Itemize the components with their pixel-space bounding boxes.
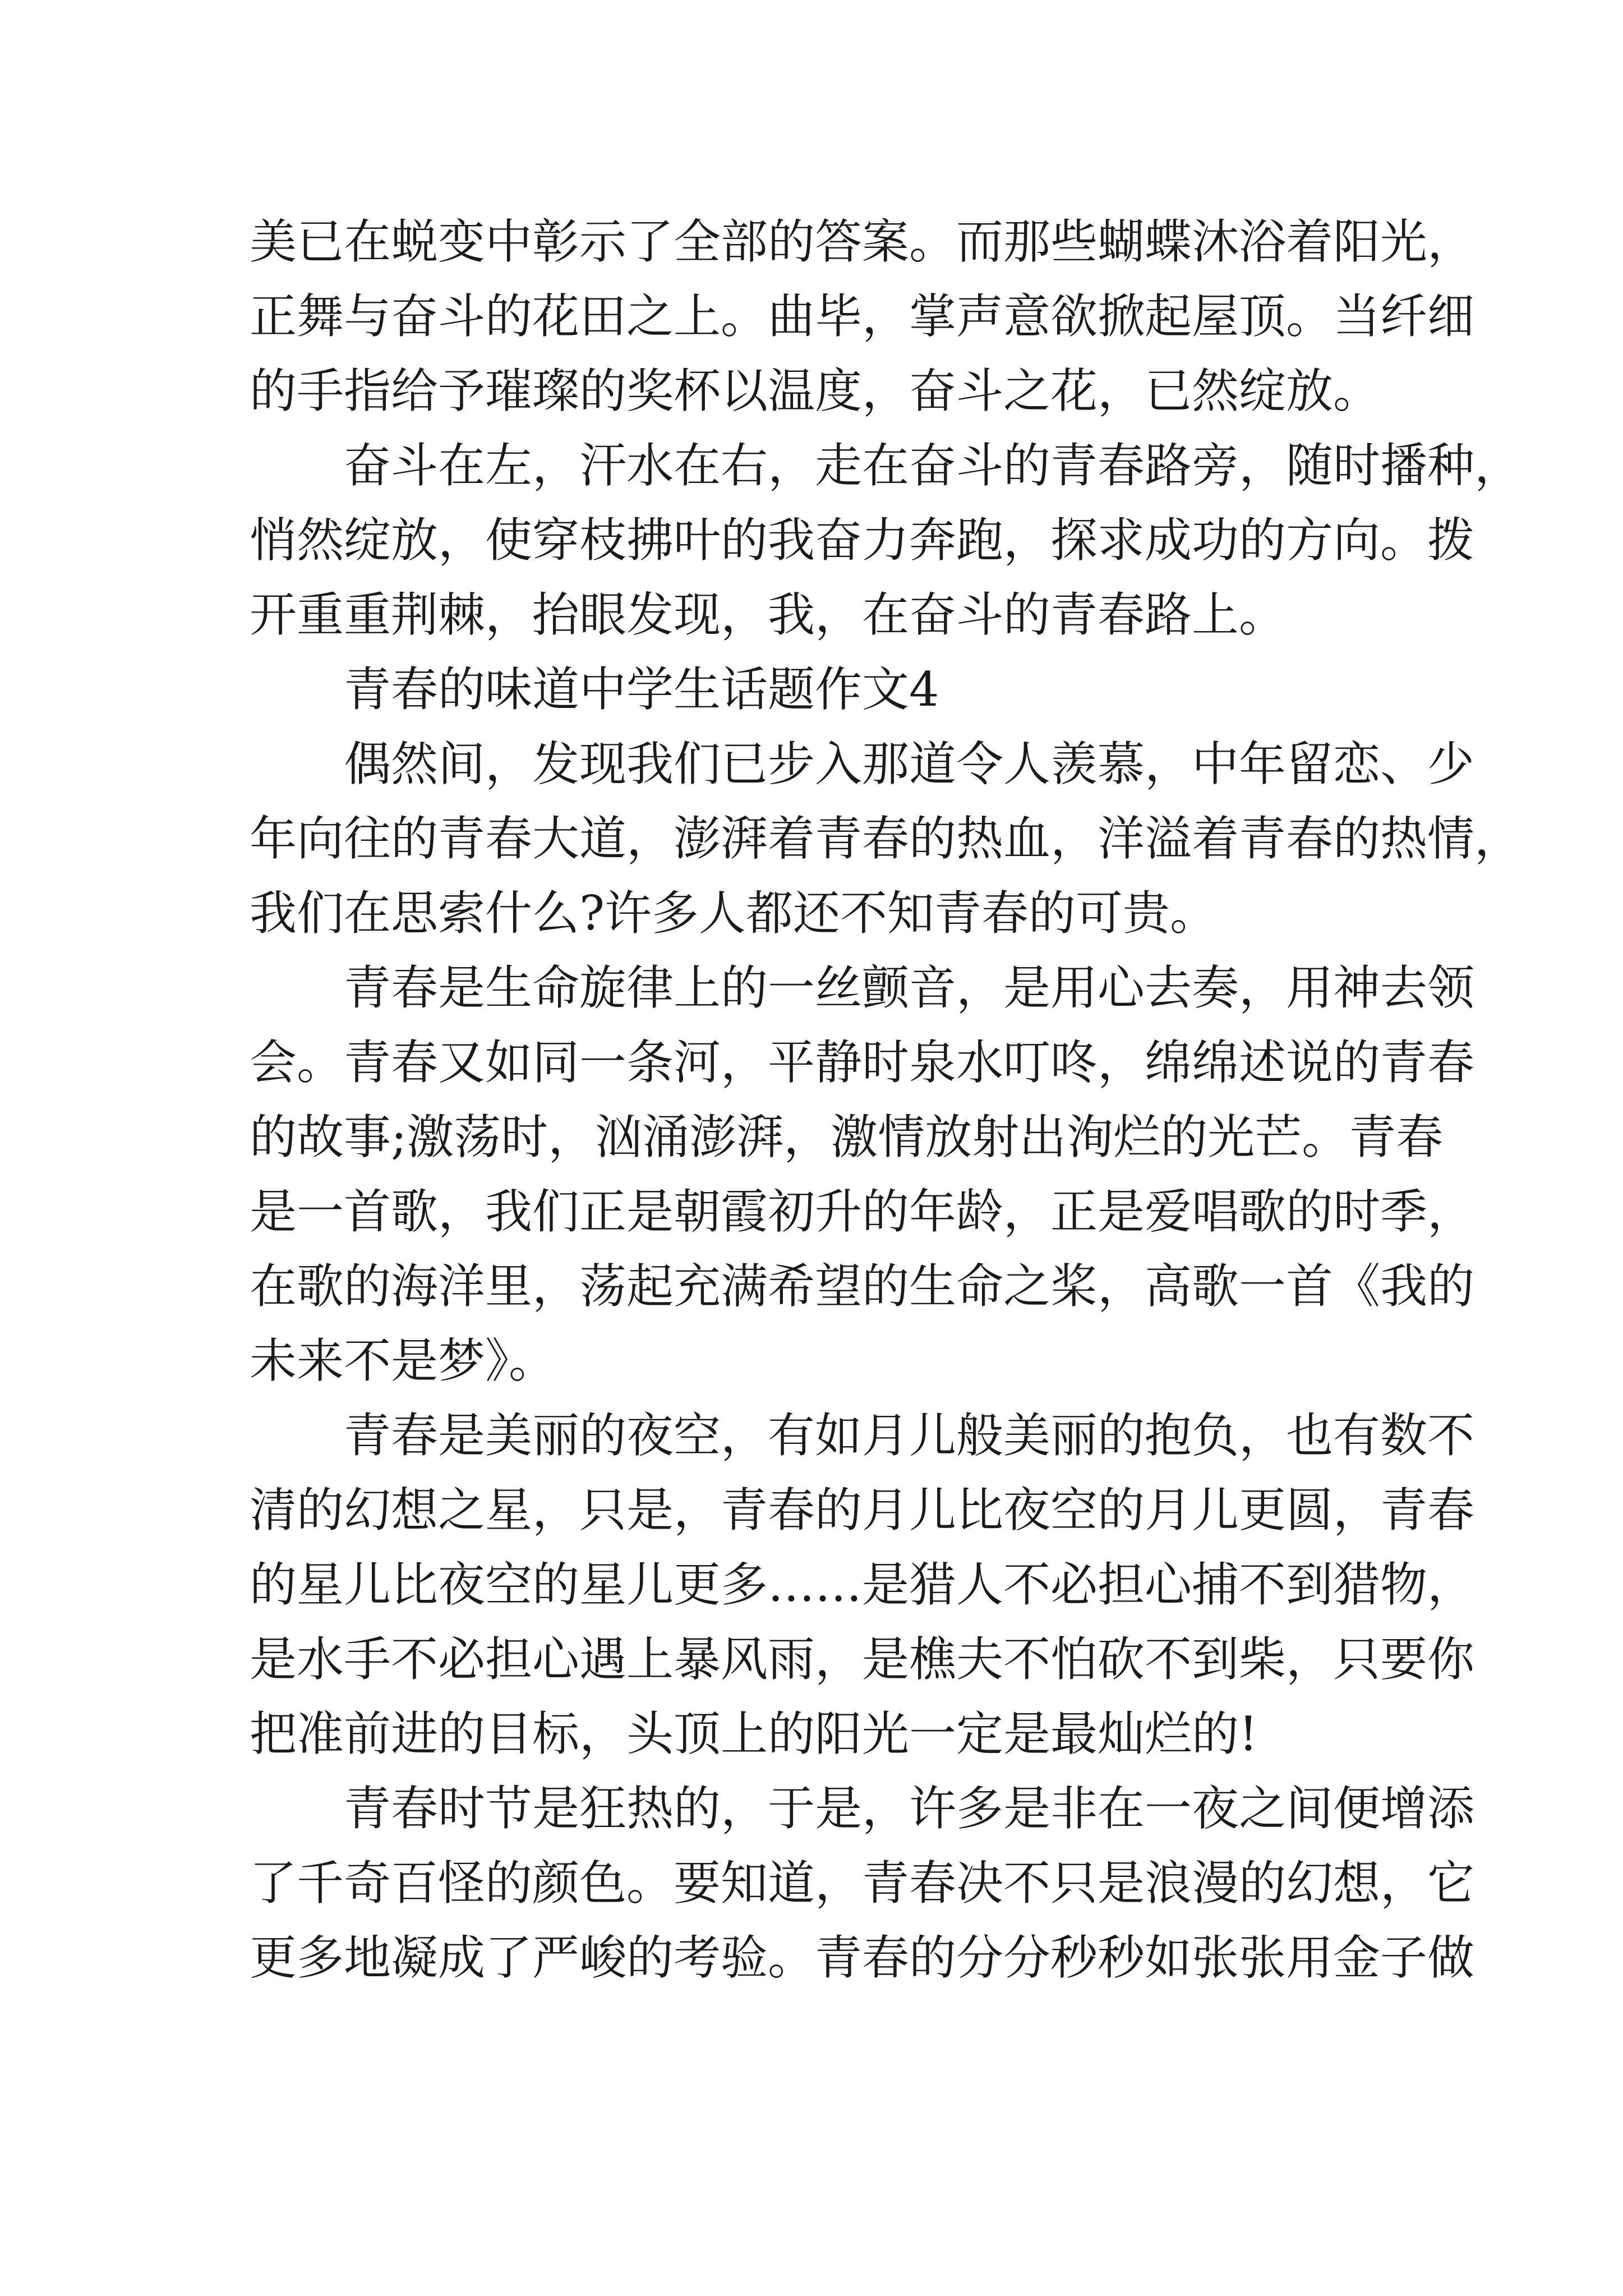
paragraph-4 (250, 951, 1475, 1398)
text-line: 在歌的海洋里，荡起充满希望的生命之桨，高歌一首《我的 (250, 1259, 1475, 1314)
text-line: 是水手不必担心遇上暴风雨，是樵夫不怕砍不到柴，只要你 (250, 1632, 1475, 1687)
paragraph-3 (250, 727, 1522, 951)
document-body (250, 205, 1522, 1995)
text-line: 会。青春又如同一条河，平静时泉水叮咚，绵绵述说的青春 (250, 1035, 1475, 1090)
paragraph-2 (250, 429, 1522, 652)
text-line: 青春是美丽的夜空，有如月儿般美丽的抱负，也有数不 (344, 1408, 1475, 1463)
text-line: 未来不是梦》。 (250, 1333, 556, 1388)
text-line: 奋斗在左，汗水在右，走在奋斗的青春路旁，随时播种， (344, 438, 1522, 493)
text-line: 的故事;激荡时，汹涌澎湃，激情放射出洵烂的光芒。青春 (250, 1110, 1444, 1165)
text-line: 开重重荆棘，抬眼发现，我，在奋斗的青春路上。 (250, 587, 1287, 642)
section-heading (250, 652, 1382, 727)
text-line: 我们在思索什么?许多人都还不知青春的可贵。 (250, 886, 1218, 941)
text-line: 清的幻想之星，只是，青春的月儿比夜空的月儿更圆，青春 (250, 1483, 1475, 1538)
text-line: 年向往的青春大道，澎湃着青春的热血，洋溢着青春的热情， (250, 811, 1522, 866)
paragraph-6 (250, 1772, 1475, 1995)
heading-text: 青春的味道中学生话题作文4 (344, 662, 939, 717)
text-line: 悄然绽放，使穿枝拂叶的我奋力奔跑，探求成功的方向。拨 (250, 513, 1475, 568)
text-line: 正舞与奋斗的花田之上。曲毕，掌声意欲掀起屋顶。当纤细 (250, 289, 1475, 344)
text-line: 把准前进的目标，头顶上的阳光一定是最灿烂的! (250, 1706, 1258, 1761)
paragraph-1 (250, 205, 1475, 429)
paragraph-5 (250, 1398, 1475, 1772)
text-line: 青春是生命旋律上的一丝颤音，是用心去奏，用神去领 (344, 960, 1475, 1015)
text-line: 美已在蜕变中彰示了全部的答案。而那些蝴蝶沐浴着阳光， (250, 214, 1475, 269)
text-line: 的手指给予璀璨的奖杯以温度，奋斗之花，已然绽放。 (250, 364, 1381, 418)
text-line: 青春时节是狂热的，于是，许多是非在一夜之间便增添 (344, 1781, 1475, 1836)
text-line: 了千奇百怪的颜色。要知道，青春决不只是浪漫的幻想，它 (250, 1856, 1475, 1911)
text-line: 偶然间，发现我们已步入那道令人羡慕，中年留恋、少 (344, 737, 1475, 792)
text-line: 更多地凝成了严峻的考验。青春的分分秒秒如张张用金子做 (250, 1930, 1475, 1985)
text-line: 的星儿比夜空的星儿更多……是猎人不必担心捕不到猎物， (250, 1557, 1475, 1612)
text-line: 是一首歌，我们正是朝霞初升的年龄，正是爱唱歌的时季， (250, 1184, 1475, 1239)
